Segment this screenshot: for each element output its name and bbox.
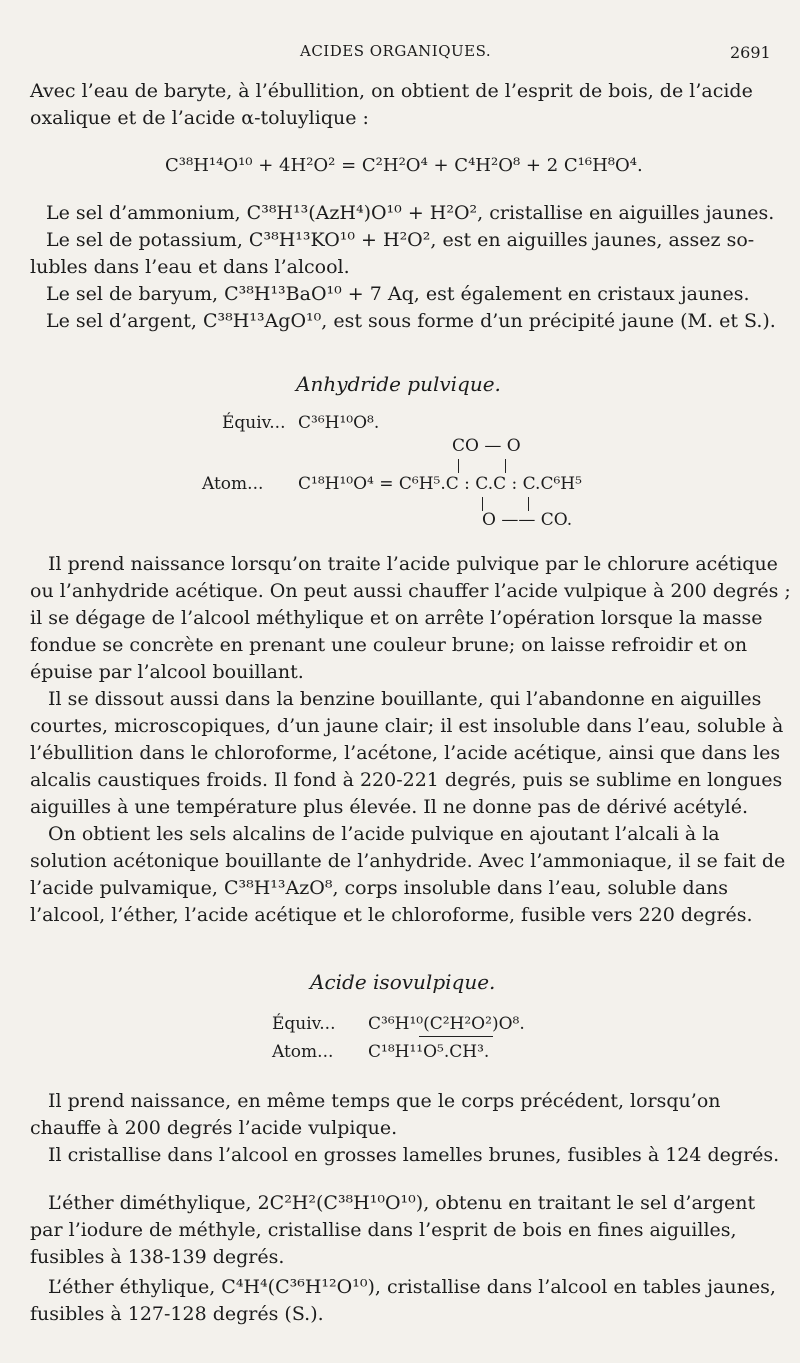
equiv-formula-2: C³⁶H¹⁰(C²H²O²)O⁸. — [368, 1014, 525, 1034]
paragraph-solubility — [30, 686, 784, 821]
text-line: alcalis caustiques froids. Il fond à 220-221 degrés, puis se sublime en longues — [30, 769, 783, 791]
text-line: il se dégage de l’alcool méthylique et on arrête l’opération lorsque la masse — [30, 607, 763, 629]
paragraph-intro — [30, 78, 770, 132]
text-line: L’éther éthylique, C⁴H⁴(C³⁶H¹²O¹⁰), cristallise dans l’alcool en tables jaunes, — [48, 1276, 776, 1298]
salts-paragraph — [30, 200, 776, 335]
text-line: l’ébullition dans le chloroforme, l’acétone, l’acide acétique, ainsi que dans les — [30, 742, 781, 764]
text-line: ou l’anhydride acétique. On peut aussi chauffer l’acide vulpique à 200 degrés ; — [30, 580, 791, 602]
section-title-anhydride: Anhydride pulvique. — [296, 372, 501, 396]
atom-label-2: Atom... — [272, 1042, 334, 1062]
bond-vertical-left-top — [458, 459, 459, 473]
text-line: solution acétonique bouillante de l’anhydride. Avec l’ammoniaque, il se fait de — [30, 850, 786, 872]
text-line: On obtient les sels alcalins de l’acide pulvique en ajoutant l’alcali à la — [48, 823, 720, 845]
text-line: fusibles à 127-128 degrés (S.). — [30, 1303, 324, 1325]
text-line: fondue se concrète en prenant une couleur brune; on laisse refroidir et on — [30, 634, 748, 656]
paragraph-ether-dimethylique — [30, 1190, 770, 1271]
running-title: ACIDES ORGANIQUES. — [300, 42, 492, 60]
bond-vertical-left-bottom — [482, 497, 483, 511]
structure-top: CO — O — [452, 436, 521, 456]
paragraph-ether-ethylique — [30, 1274, 776, 1328]
salt-potassium-cont: lubles dans l’eau et dans l’alcool. — [30, 256, 350, 278]
page-number: 2691 — [730, 43, 771, 62]
text-line: aiguilles à une température plus élevée. Il ne donne pas de dérivé acétylé. — [30, 796, 749, 818]
text-line: chauffe à 200 degrés l’acide vulpique. — [30, 1117, 398, 1139]
text-line: courtes, microscopiques, d’un jaune clair; il est insoluble dans l’eau, soluble à — [30, 715, 784, 737]
underbrace — [419, 1036, 493, 1037]
salt-ammonium: Le sel d’ammonium, C³⁸H¹³(AzH⁴)O¹⁰ + H²O², cristallise en aiguilles jaunes. — [46, 202, 775, 224]
text-line: épuise par l’alcool bouillant. — [30, 661, 304, 683]
text-line: par l’iodure de méthyle, cristallise dans l’esprit de bois en fines aiguilles, — [30, 1219, 737, 1241]
text-line: Il cristallise dans l’alcool en grosses lamelles brunes, fusibles à 124 degrés. — [48, 1144, 780, 1166]
text-line: fusibles à 138-139 degrés. — [30, 1246, 285, 1268]
text-line: l’alcool, l’éther, l’acide acétique et le chloroforme, fusible vers 220 degrés. — [30, 904, 753, 926]
salt-potassium: Le sel de potassium, C³⁸H¹³KO¹⁰ + H²O², est en aiguilles jaunes, assez so- — [46, 229, 755, 251]
paragraph-alkaline-salts — [30, 821, 786, 929]
equation-hydrolysis: C³⁸H¹⁴O¹⁰ + 4H²O² = C²H²O⁴ + C⁴H²O⁸ + 2 C¹⁶H⁸O⁴. — [165, 155, 643, 176]
atom-formula-2: C¹⁸H¹¹O⁵.CH³. — [368, 1042, 490, 1062]
text-line: Il se dissout aussi dans la benzine bouillante, qui l’abandonne en aiguilles — [48, 688, 762, 710]
atom-formula: C¹⁸H¹⁰O⁴ = C⁶H⁵.C : C.C : C.C⁶H⁵ — [298, 474, 582, 494]
bond-vertical-right-bottom — [528, 497, 529, 511]
bond-vertical-right-top — [505, 459, 506, 473]
equiv-label: Équiv... — [222, 413, 286, 433]
equiv-label-2: Équiv... — [272, 1014, 336, 1034]
section-title-isovulpique: Acide isovulpique. — [310, 970, 496, 994]
paragraph-crystallisation — [30, 1142, 780, 1169]
paragraph-formation — [30, 551, 791, 686]
structure-bottom: O —— CO. — [482, 510, 573, 530]
salt-argent: Le sel d’argent, C³⁸H¹³AgO¹⁰, est sous forme d’un précipité jaune (M. et S.). — [46, 310, 776, 332]
salt-baryum: Le sel de baryum, C³⁸H¹³BaO¹⁰ + 7 Aq, est également en cristaux jaunes. — [46, 283, 750, 305]
text-line: l’acide pulvamique, C³⁸H¹³AzO⁸, corps insoluble dans l’eau, soluble dans — [30, 877, 729, 899]
equiv-formula: C³⁶H¹⁰O⁸. — [298, 413, 380, 433]
paragraph-isovulpique-formation — [30, 1088, 770, 1142]
text-line: oxalique et de l’acide α-toluylique : — [30, 107, 369, 129]
text-line: Il prend naissance lorsqu’on traite l’acide pulvique par le chlorure acétique — [48, 553, 778, 575]
atom-label: Atom... — [202, 474, 264, 494]
text-line: Avec l’eau de baryte, à l’ébullition, on obtient de l’esprit de bois, de l’acide — [30, 80, 753, 102]
text-line: L’éther diméthylique, 2C²H²(C³⁸H¹⁰O¹⁰), obtenu en traitant le sel d’argent — [48, 1192, 756, 1214]
text-line: Il prend naissance, en même temps que le corps précédent, lorsqu’on — [48, 1090, 721, 1112]
